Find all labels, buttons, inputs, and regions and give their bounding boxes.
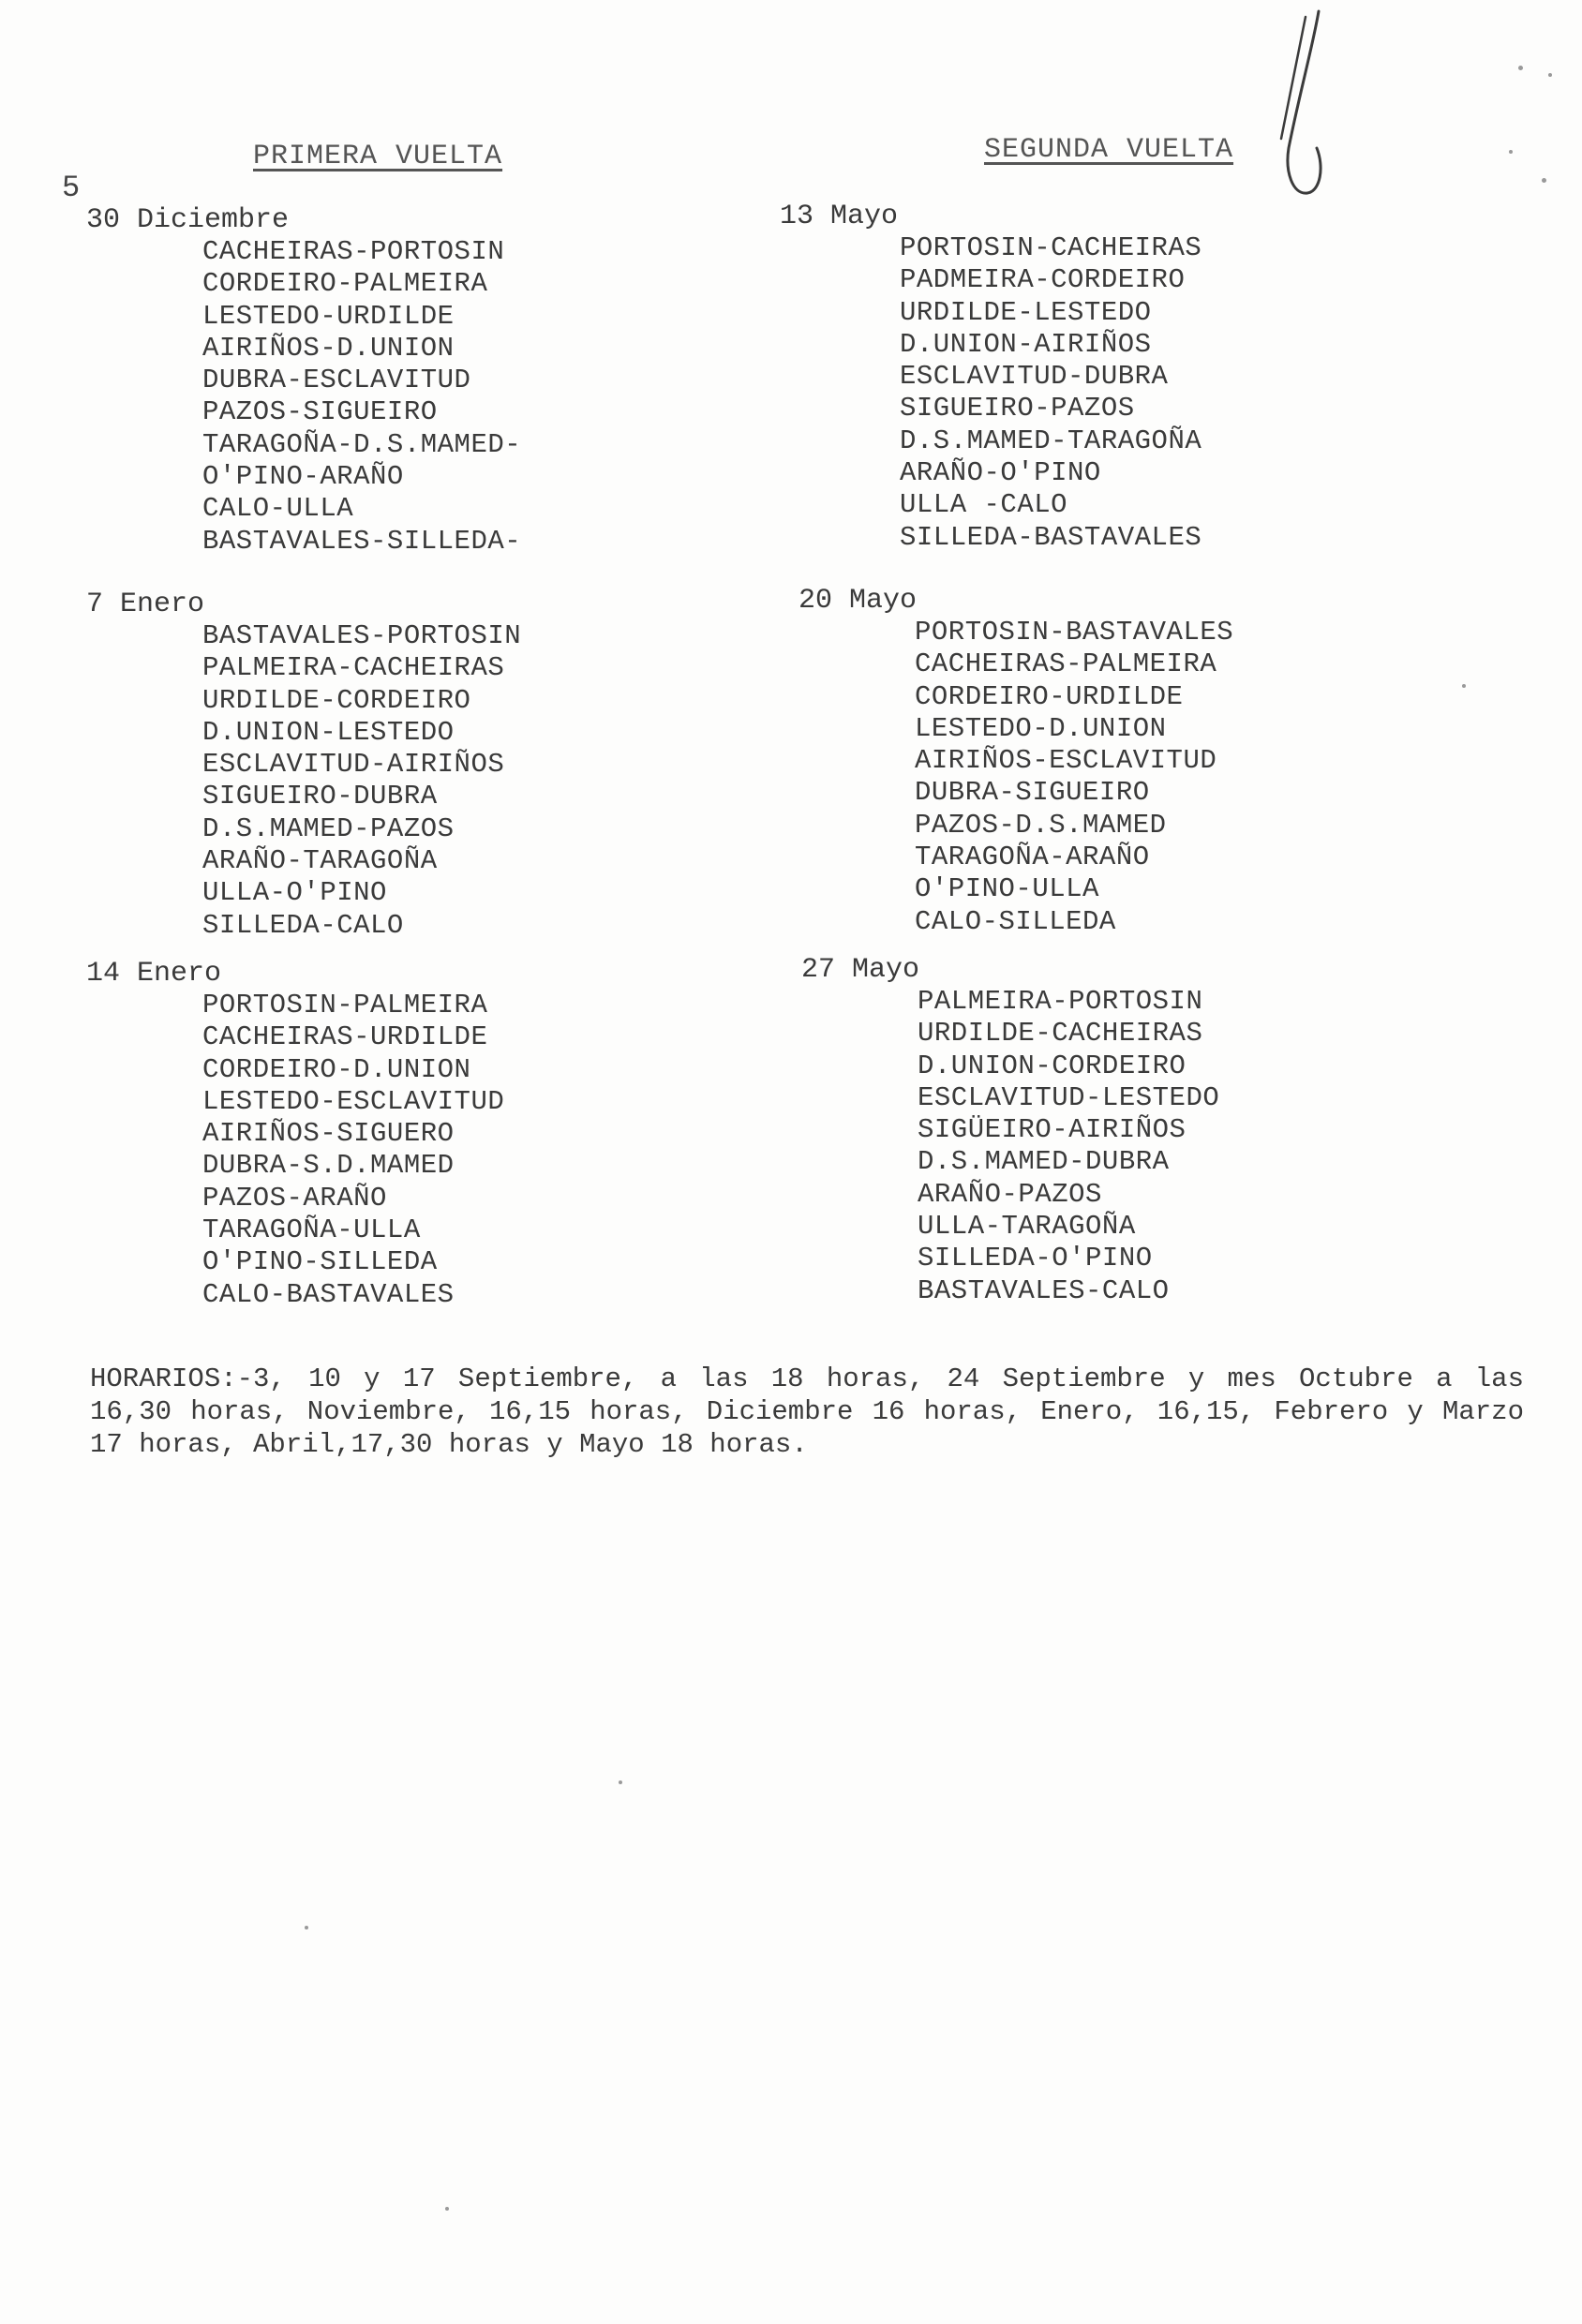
paper-speck — [445, 2207, 449, 2211]
match-item: PAZOS-SIGUEIRO — [202, 396, 438, 428]
match-item: D.S.MAMED-DUBRA — [918, 1146, 1170, 1178]
match-list — [86, 990, 686, 1311]
match-item: CACHEIRAS-PORTOSIN — [202, 236, 505, 267]
match-item: SIGÜEIRO-AIRIÑOS — [918, 1114, 1186, 1146]
match-item: PALMEIRA-CACHEIRAS — [202, 652, 505, 684]
match-item: PORTOSIN-PALMEIRA — [202, 990, 488, 1020]
match-item: BASTAVALES-PORTOSIN — [202, 620, 522, 651]
match-item: CORDEIRO-URDILDE — [915, 680, 1184, 712]
match-item: TARAGOÑA-ULLA — [202, 1214, 421, 1246]
paper-speck — [1542, 178, 1546, 183]
match-item: SIGUEIRO-PAZOS — [900, 393, 1135, 425]
signature-mark — [1251, 7, 1336, 204]
match-item: ESCLAVITUD-LESTEDO — [918, 1081, 1220, 1113]
round-block — [801, 954, 1401, 1307]
match-item: AIRIÑOS-SIGUERO — [202, 1118, 455, 1150]
match-item: D.S.MAMED-TARAGOÑA — [900, 425, 1202, 456]
match-item: ARAÑO-O'PINO — [900, 457, 1101, 489]
match-item: ULLA-TARAGOÑA — [918, 1211, 1136, 1243]
match-item: CALO-SILLEDA — [915, 905, 1116, 937]
match-item: BASTAVALES-SILLEDA- — [202, 525, 522, 557]
match-item: TARAGOÑA-ARAÑO — [915, 842, 1150, 873]
round-date: 7 Enero — [86, 588, 205, 620]
match-item: D.UNION-LESTEDO — [202, 716, 455, 748]
match-item: URDILDE-CACHEIRAS — [918, 1018, 1203, 1050]
round-block — [780, 201, 1380, 554]
round-date: 27 Mayo — [801, 954, 920, 986]
round-block — [86, 204, 686, 558]
match-item: LESTEDO-D.UNION — [915, 712, 1167, 744]
match-item: CALO-ULLA — [202, 493, 354, 525]
match-item: AIRIÑOS-D.UNION — [202, 332, 455, 364]
paper-speck — [1509, 150, 1513, 154]
match-item: SIGUEIRO-DUBRA — [202, 781, 438, 812]
round-block — [86, 588, 686, 942]
match-item: CALO-BASTAVALES — [202, 1278, 455, 1310]
paper-speck — [1462, 684, 1466, 688]
match-item: ULLA-O'PINO — [202, 877, 387, 909]
heading-second-round: SEGUNDA VUELTA — [984, 134, 1234, 166]
match-item: PAZOS-ARAÑO — [202, 1182, 387, 1214]
match-item: ARAÑO-PAZOS — [918, 1178, 1102, 1210]
match-item: PORTOSIN-CACHEIRAS — [900, 232, 1202, 263]
match-item: O'PINO-ARAÑO — [202, 461, 404, 493]
paper-speck — [1548, 73, 1552, 77]
match-item: LESTEDO-URDILDE — [202, 300, 455, 332]
match-item: CACHEIRAS-PALMEIRA — [915, 648, 1217, 680]
match-item: D.S.MAMED-PAZOS — [202, 812, 455, 844]
match-item: DUBRA-ESCLAVITUD — [202, 365, 471, 396]
match-item: PADMEIRA-CORDEIRO — [900, 264, 1186, 296]
match-item: BASTAVALES-CALO — [918, 1274, 1170, 1306]
match-list — [86, 620, 686, 942]
match-item: SILLEDA-O'PINO — [918, 1243, 1153, 1274]
match-item: URDILDE-LESTEDO — [900, 296, 1152, 328]
page-number: 5 — [62, 171, 81, 205]
schedule-note: HORARIOS:-3, 10 y 17 Septiembre, a las 18 horas, 24 Septiembre y mes Octubre a las 16,30 horas, Noviembre, 16,15 horas, Diciembre 16 horas, Enero, 16,15, Febrero y Marzo 17 horas, Abril,17,30 horas y Mayo 18 horas. — [90, 1363, 1524, 1460]
match-item: PALMEIRA-PORTOSIN — [918, 986, 1203, 1017]
match-item: AIRIÑOS-ESCLAVITUD — [915, 745, 1217, 777]
paper-speck — [619, 1780, 622, 1784]
match-item: D.UNION-AIRIÑOS — [900, 328, 1152, 360]
paper-speck — [305, 1926, 308, 1929]
match-item: PORTOSIN-BASTAVALES — [915, 617, 1234, 648]
round-date: 30 Diciembre — [86, 204, 290, 236]
match-list — [86, 236, 686, 558]
round-date: 14 Enero — [86, 958, 222, 990]
match-list — [780, 232, 1380, 554]
round-block — [798, 585, 1398, 938]
match-item: O'PINO-ULLA — [915, 873, 1099, 905]
round-block — [86, 958, 686, 1311]
match-item: TARAGOÑA-D.S.MAMED- — [202, 428, 522, 460]
match-item: CORDEIRO-PALMEIRA — [202, 268, 488, 300]
match-item: CORDEIRO-D.UNION — [202, 1053, 471, 1085]
match-item: ULLA -CALO — [900, 489, 1068, 521]
heading-first-round: PRIMERA VUELTA — [253, 141, 503, 172]
round-date: 20 Mayo — [798, 585, 918, 617]
match-list — [801, 986, 1401, 1307]
match-item: ESCLAVITUD-AIRIÑOS — [202, 749, 505, 781]
round-date: 13 Mayo — [780, 201, 899, 232]
match-item: SILLEDA-BASTAVALES — [900, 521, 1202, 553]
match-list — [798, 617, 1398, 938]
match-item: CACHEIRAS-URDILDE — [202, 1021, 488, 1053]
match-item: LESTEDO-ESCLAVITUD — [202, 1085, 505, 1117]
match-item: O'PINO-SILLEDA — [202, 1246, 438, 1278]
match-item: URDILDE-CORDEIRO — [202, 684, 471, 716]
match-item: DUBRA-SIGUEIRO — [915, 777, 1150, 809]
paper-speck — [1518, 66, 1523, 70]
match-item: SILLEDA-CALO — [202, 909, 404, 941]
match-item: DUBRA-S.D.MAMED — [202, 1150, 455, 1182]
match-item: D.UNION-CORDEIRO — [918, 1050, 1186, 1081]
match-item: PAZOS-D.S.MAMED — [915, 809, 1167, 841]
match-item: ESCLAVITUD-DUBRA — [900, 361, 1169, 393]
match-item: ARAÑO-TARAGOÑA — [202, 845, 438, 877]
